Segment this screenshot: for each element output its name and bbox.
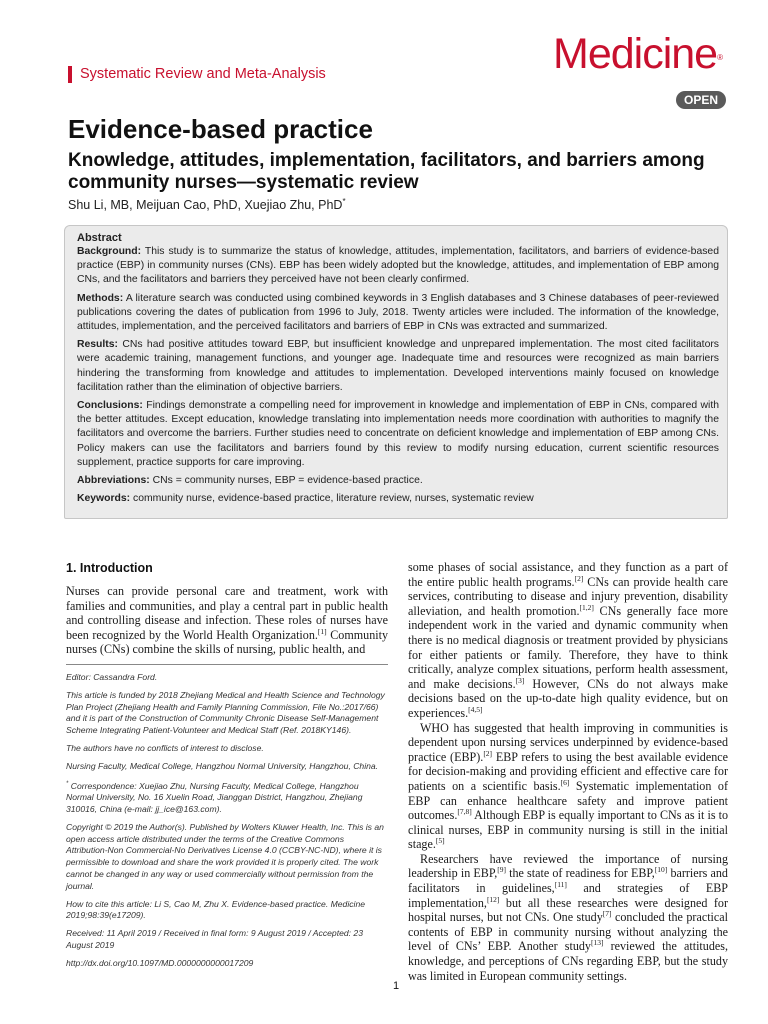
body-text: EBP refers to using the best available evidence for decision-making and providing efficient and effective care for patients on a scientific basis. bbox=[408, 749, 729, 793]
intro-paragraph-4 bbox=[408, 852, 728, 983]
body-text: Although EBP is equally important to CNs as it is to clinical nurses, EBP in community nursing is still in the initial stage. bbox=[408, 808, 728, 852]
keywords-label: Keywords: bbox=[77, 493, 131, 505]
registered-mark: ® bbox=[717, 53, 722, 62]
citation: [7,8] bbox=[457, 807, 472, 817]
footnote-editor: Editor: Cassandra Ford. bbox=[66, 672, 158, 682]
methods-text: A literature search was conducted using combined keywords in 3 English databases and 3 Chinese databases of peer-reviewed publications covering the dates of publication from 1996 to July, 2018. Twenty articles were included. The information of the knowledge, attitudes, implementation, and the perceived facilitators and barriers of EBP in CNs was extracted and summarized. bbox=[77, 292, 719, 333]
footnote-divider bbox=[66, 664, 388, 665]
abstract-conclusions bbox=[77, 399, 719, 470]
article-subtitle: Knowledge, attitudes, implementation, facilitators, and barriers among community nurses—systematic review bbox=[68, 150, 705, 193]
body-text: CNs generally face more independent work in the varied and dynamic community when there is no medical diagnosis or treatment provided by physicians for either patients or family. Therefore, they have to think critically, analyze complex situations, perform health assessment, and make decisions. bbox=[408, 603, 728, 691]
section-heading-introduction: 1. Introduction bbox=[66, 561, 153, 575]
footnote-conflicts: The authors have no conflicts of interest to disclose. bbox=[66, 742, 264, 753]
footnote-citation: How to cite this article: Li S, Cao M, Zhu X. Evidence-based practice. Medicine 2019;98:39(e17209). bbox=[66, 898, 366, 921]
page-number: 1 bbox=[393, 980, 400, 992]
footnote-affiliation: Nursing Faculty, Medical College, Hangzhou Normal University, Hangzhou, China. bbox=[66, 760, 379, 771]
intro-paragraph-3 bbox=[408, 721, 728, 852]
body-text: However, CNs do not always make decisions based on the up-to-date high quality evidence, but on experiences. bbox=[408, 676, 728, 720]
background-label: Background: bbox=[77, 246, 142, 257]
left-column bbox=[66, 584, 388, 657]
body-text: the state of readiness for EBP, bbox=[506, 866, 655, 881]
methods-label: Methods: bbox=[77, 292, 124, 304]
footnote-correspondence bbox=[66, 779, 386, 816]
citation: [12] bbox=[486, 894, 500, 904]
citation: [9] bbox=[497, 865, 506, 875]
abstract-keywords bbox=[77, 492, 719, 506]
background-text: This study is to summarize the status of knowledge, attitudes, implementation, facilitators, and barriers of evidence-based practice (EBP) in community nurses (CNs). EBP has been widely adopted but the knowledge, attitudes, and implementation of EBP among CNs, and the facilitators and barriers they perceived have not been clearly confirmed. bbox=[77, 246, 719, 286]
body-text: barriers and facilitators in guidelines, bbox=[408, 866, 728, 896]
authors-text: Shu Li, MB, Meijuan Cao, PhD, Xuejiao Zhu, PhD bbox=[68, 198, 343, 213]
body-text: CNs can provide health care services, contributing to disease and injury prevention, disability alleviation, and health promotion. bbox=[408, 574, 728, 618]
citation: [6] bbox=[560, 777, 570, 787]
footnote-copyright: Copyright © 2019 the Author(s). Published by Wolters Kluwer Health, Inc. This is an open access article distributed under the terms of the Creative Commons Attribution-Non Commercial-No Derivatives License 4.0 (CCBY-NC-ND), where it is permissible to download and share the work provided it is properly cited. The work cannot be changed in any way or used commercially without permission from the journal. bbox=[66, 821, 384, 891]
body-text: concluded the practical contents of EBP in community nursing without analyzing the level of CNs’ EBP. Another study bbox=[408, 910, 729, 954]
abbreviations-text: CNs = community nurses, EBP = evidence-based practice. bbox=[152, 475, 423, 487]
abstract-results bbox=[77, 338, 719, 395]
journal-logo bbox=[553, 30, 722, 78]
footnote-funding: This article is funded by 2018 Zhejiang Medical and Health Science and Technology Plan Project (Zhejiang Health and Family Planning Commission, File No.:2017/66) and it is part of the Construction of Community Chronic Disease Self-Management Scheme Integrating Patient-Volunteer and Medical Staff (Ref. 2018KY146). bbox=[66, 689, 385, 736]
abstract-background bbox=[77, 245, 719, 288]
keywords-text: community nurse, evidence-based practice, literature review, nurses, systematic review bbox=[133, 493, 534, 505]
section-label: Systematic Review and Meta-Analysis bbox=[68, 66, 326, 83]
citation: [1,2] bbox=[579, 602, 594, 612]
body-text: but all these researches were designed for hospital nurses, but not CNs. One study bbox=[408, 895, 728, 925]
body-text: Nurses can provide personal care and treatment, work with families and communities, and play a central part in public health and controlling disease and infection. These roles of nurses have been recognized by the World Health Organization. bbox=[66, 584, 388, 642]
citation: [2] bbox=[574, 573, 584, 583]
intro-paragraph-2 bbox=[408, 560, 728, 721]
conclusions-text: Findings demonstrate a compelling need for improvement in knowledge and implementation of EBP in CNs, compared with the better attitudes. Except education, knowledge translating into implementation needs more coordination with authorities to magnify the facilitators and overcome the barriers. Further studies need to concentrate on deficient knowledge and implementation of EBP among CNs. Policy makers can use the facilitators and barriers found by this review to modify nursing education, current scientific resources supplement, practice supports for care improving. bbox=[77, 400, 719, 468]
body-text: Researchers have reviewed the importance of nursing leadership in EBP, bbox=[408, 851, 728, 881]
citation: [4,5] bbox=[468, 704, 483, 714]
abstract-abbreviations bbox=[77, 474, 719, 488]
citation: [13] bbox=[590, 938, 604, 948]
body-text: and strategies of EBP implementation, bbox=[408, 881, 728, 910]
body-text: Community nurses (CNs) combine the skills of nursing, public health, and bbox=[66, 627, 389, 657]
citation: [1] bbox=[317, 626, 327, 636]
body-text: some phases of social assistance, and they function as a part of the entire public health programs. bbox=[408, 560, 728, 589]
corresponding-author-mark: * bbox=[342, 197, 346, 206]
body-text: reviewed the attitudes, knowledge, and perceptions of CNs regarding EBP, but the study was limited in European community settings. bbox=[408, 939, 728, 983]
body-text: Systematic implementation of EBP can enhance healthcare safety and improve patient outcomes. bbox=[408, 778, 728, 823]
body-text: WHO has suggested that health improving in communities is dependent upon nursing services underpinned by evidence-based practice (EBP). bbox=[408, 720, 728, 764]
citation: [7] bbox=[602, 909, 612, 919]
intro-paragraph-1 bbox=[66, 584, 388, 657]
correspondence-text: Correspondence: Xuejiao Zhu, Nursing Faculty, Medical College, Hangzhou Normal University, No. 16 Xuelin Road, Jianggan District, Hangzhou, Zhejiang 310016, China (e-mail: jj_ice@163.com). bbox=[66, 780, 363, 815]
results-label: Results: bbox=[77, 339, 118, 351]
citation: [5] bbox=[435, 836, 445, 846]
article-title: Evidence-based practice bbox=[68, 114, 373, 144]
correspondence-mark: * bbox=[66, 780, 69, 787]
abstract-heading: Abstract bbox=[77, 232, 122, 244]
citation: [11] bbox=[554, 880, 567, 890]
conclusions-label: Conclusions: bbox=[77, 400, 143, 412]
citation: [3] bbox=[515, 675, 525, 685]
results-text: CNs had positive attitudes toward EBP, but insufficient knowledge and unprepared implementation. The most cited facilitators were academic training, management functions, and younger age. Inadequate time and resources were recognized as main barriers hindering the transforming from knowledge and attitudes to implementation. Developed interventions mainly focused on knowledge facilitation rather than the elimination of objective barriers. bbox=[77, 339, 719, 393]
footnotes bbox=[66, 672, 386, 976]
journal-name: Medicine bbox=[553, 30, 718, 78]
author-list bbox=[68, 197, 346, 212]
abbreviations-label: Abbreviations: bbox=[77, 475, 150, 487]
right-column bbox=[408, 560, 728, 983]
abstract-methods bbox=[77, 292, 719, 335]
citation: [10] bbox=[654, 865, 668, 875]
footnote-dates: Received: 11 April 2019 / Received in final form: 9 August 2019 / Accepted: 23 August 2019 bbox=[66, 928, 363, 950]
abstract-box bbox=[64, 225, 728, 519]
doi-link[interactable]: http://dx.doi.org/10.1097/MD.0000000000017209 bbox=[66, 957, 254, 968]
citation: [2] bbox=[483, 748, 493, 758]
open-access-badge: OPEN bbox=[676, 91, 726, 109]
